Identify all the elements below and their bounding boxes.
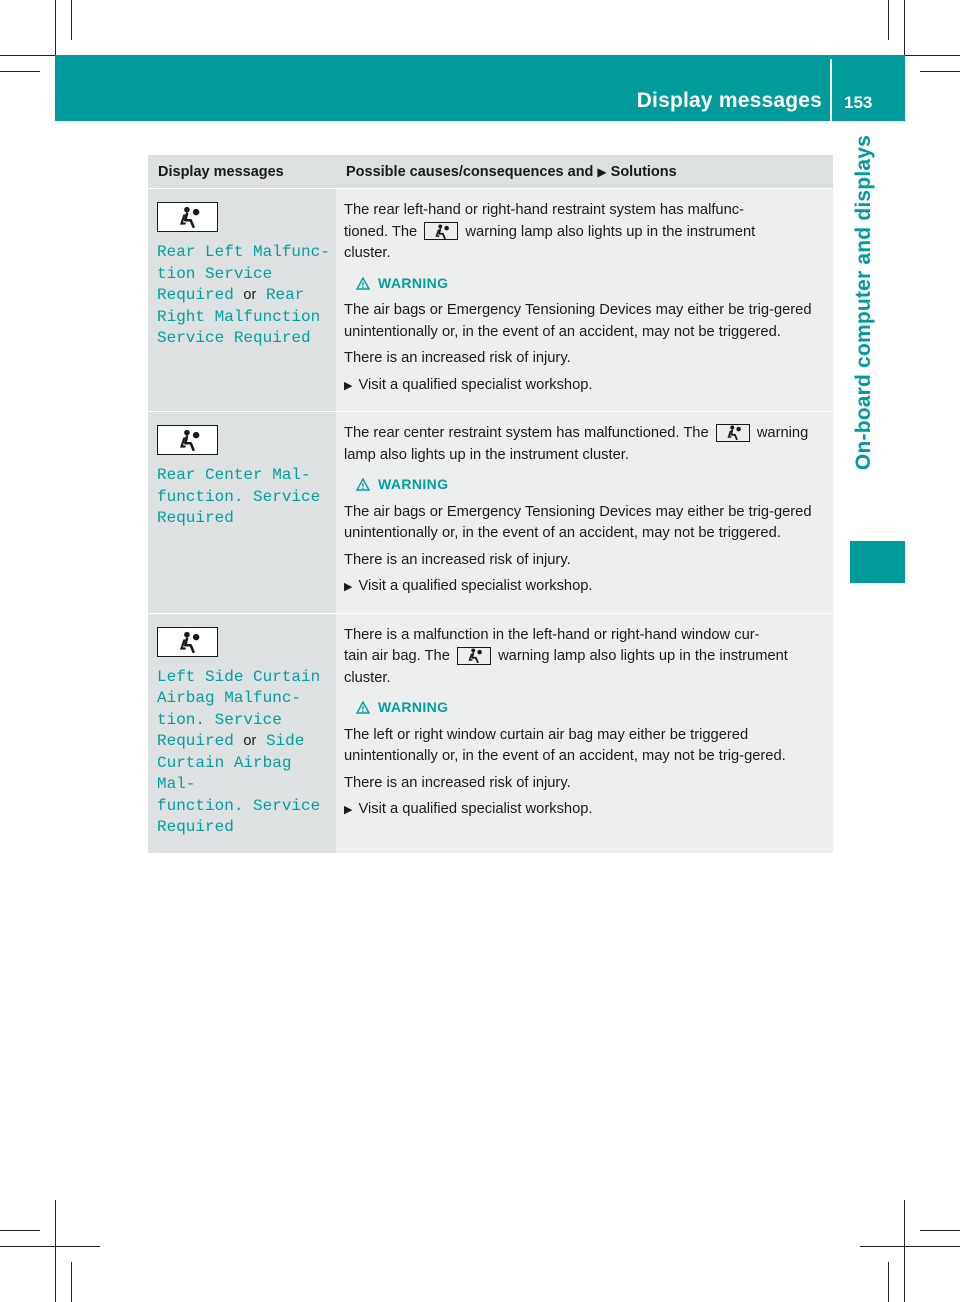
message-cell: [148, 412, 336, 613]
causes-cell: [336, 614, 833, 853]
arrow-right-icon: ▶: [597, 164, 607, 179]
crop-mark: [0, 71, 40, 72]
causes-cell: [336, 189, 833, 411]
header-divider: [830, 59, 832, 121]
crop-mark: [888, 1262, 889, 1302]
display-message: Rear Left Malfunc‐ tion Service Required or Rear Right Malfunction Service Required: [157, 243, 330, 347]
seated-person-airbag-icon: [157, 627, 218, 657]
col-header-messages: Display messages: [158, 163, 284, 180]
col-header-solutions-text: Solutions: [610, 163, 677, 180]
warning-triangle-icon: [356, 701, 370, 714]
arrow-right-icon: ▶: [344, 804, 353, 816]
page-number: 153: [844, 93, 873, 112]
crop-mark: [920, 71, 960, 72]
message-cell: [148, 614, 336, 853]
crop-mark: [71, 0, 72, 40]
warning-heading: WARNING: [344, 697, 825, 719]
display-message: Rear Center Mal‐ function. Service Required: [157, 466, 321, 527]
warning-text: The air bags or Emergency Tensioning Devices may either be trig-gered unintentionally or, in the event of an accident, may not be triggered.: [344, 503, 812, 541]
arrow-right-icon: ▶: [344, 581, 353, 593]
warning-text: The air bags or Emergency Tensioning Devices may either be trig-gered unintentionally or, in the event of an accident, may not be triggered.: [344, 302, 812, 340]
seated-person-airbag-icon: [424, 222, 458, 240]
seated-person-airbag-icon: [157, 425, 218, 455]
crop-mark: [860, 1246, 960, 1247]
warning-triangle-icon: [356, 277, 370, 290]
risk-text: There is an increased risk of injury.: [344, 350, 571, 366]
seated-person-airbag-icon: [457, 647, 491, 665]
crop-mark: [904, 1200, 905, 1302]
display-message: Left Side Curtain Airbag Malfunc‐ tion. Service Required or Side Curtain Airbag Mal‐ function. Service Required: [157, 667, 321, 836]
side-tab-marker: [850, 541, 905, 583]
causes-cell: [336, 412, 833, 613]
table-row: [148, 614, 833, 854]
crop-mark: [888, 0, 889, 40]
table-row: [148, 412, 833, 614]
warning-triangle-icon: [356, 478, 370, 491]
crop-mark: [71, 1262, 72, 1302]
action-step: ▶ Visit a qualified specialist workshop.: [344, 375, 825, 398]
display-messages-table: [148, 155, 833, 854]
warning-heading: WARNING: [344, 474, 825, 496]
crop-mark: [0, 1246, 100, 1247]
cause-text: The rear center restraint system has malfunctioned. The warning lamp also lights up in the instrument cluster.: [344, 425, 809, 463]
table-row: [148, 189, 833, 412]
crop-mark: [55, 1200, 56, 1302]
seated-person-airbag-icon: [157, 202, 218, 232]
cause-text: The rear left-hand or right-hand restraint system has malfunc- tioned. The warning lamp also lights up in the instrument cluster.: [344, 202, 756, 261]
action-step: ▶ Visit a qualified specialist workshop.: [344, 799, 825, 822]
col-header-causes: [336, 164, 833, 180]
page-title: Display messages: [636, 89, 822, 112]
action-step: ▶ Visit a qualified specialist workshop.: [344, 576, 825, 599]
message-cell: [148, 189, 336, 411]
side-tab: [844, 135, 884, 535]
col-header-causes-text: Possible causes/consequences and: [346, 163, 594, 180]
warning-text: The left or right window curtain air bag may either be triggered unintentionally or, in the event of an accident, may not be trig-gered.: [344, 726, 786, 764]
risk-text: There is an increased risk of injury.: [344, 774, 571, 791]
side-tab-label: On-board computer and displays: [852, 135, 875, 471]
crop-mark: [920, 1230, 960, 1231]
crop-mark: [0, 1230, 40, 1231]
arrow-right-icon: ▶: [344, 379, 353, 392]
seated-person-airbag-icon: [716, 424, 750, 442]
warning-heading: WARNING: [344, 273, 825, 295]
table-header: [148, 155, 833, 189]
risk-text: There is an increased risk of injury.: [344, 551, 571, 568]
cause-text: There is a malfunction in the left-hand or right-hand window cur- tain air bag. The warning lamp also lights up in the instrument cluster.: [344, 626, 788, 686]
